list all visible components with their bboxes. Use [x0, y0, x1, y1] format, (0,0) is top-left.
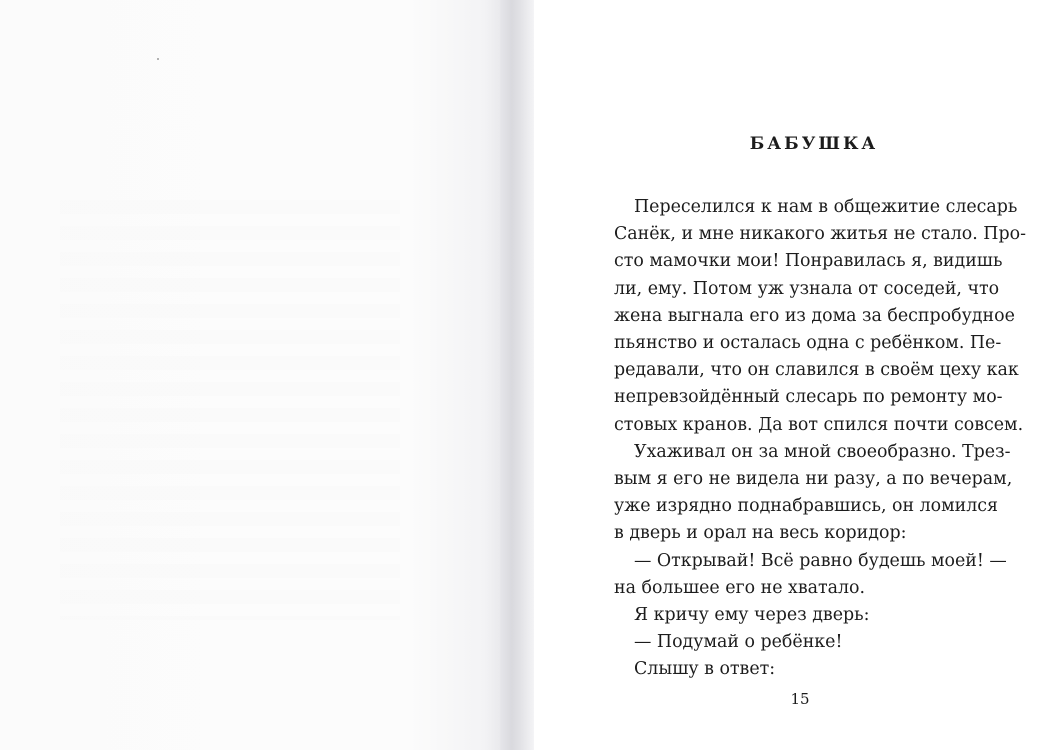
show-through-text	[60, 200, 400, 620]
text-line: — Открывай! Всё равно будешь моей! —	[634, 550, 1007, 571]
text-line: пьянство и осталась одна с ребёнком. Пе-	[614, 333, 1002, 354]
text-line: Ухаживал он за мной своеобразно. Трез-	[634, 441, 1011, 462]
text-line: вым я его не видела ни разу, а по вечерам,	[614, 469, 1013, 490]
text-line: редавали, что он славился в своём цеху как	[614, 360, 1019, 381]
paragraph-2	[614, 439, 1013, 548]
chapter-title: БАБУШКА	[749, 134, 879, 154]
paragraph-3	[614, 548, 1007, 602]
book-gutter	[500, 0, 534, 750]
text-line: ли, ему. Потом уж узнала от соседей, что	[614, 278, 1000, 299]
left-page	[0, 0, 510, 750]
text-line: на большее его не хватало.	[614, 577, 866, 598]
text-line: Переселился к нам в общежитие слесарь	[634, 197, 1018, 217]
paragraph-6	[614, 656, 994, 683]
text-line: в дверь и орал на весь коридор:	[614, 523, 907, 544]
paper-speck	[157, 58, 159, 60]
text-line: — Подумай о ребёнке!	[634, 632, 843, 653]
text-line: Слышу в ответ:	[634, 659, 776, 680]
page-number: 15	[790, 690, 810, 708]
text-line: Санёк, и мне никакого житья не стало. Про-	[614, 224, 1026, 245]
text-line: непревзойдённый слесарь по ремонту мо-	[614, 387, 1003, 408]
text-line: уже изрядно поднабравшись, он ломился	[614, 496, 999, 517]
text-line: Я кричу ему через дверь:	[634, 605, 870, 626]
text-line: сто мамочки мои! Понравилась я, видишь	[614, 251, 1003, 272]
text-line: стовых кранов. Да вот спился почти совсем.	[614, 414, 1024, 435]
paragraph-4	[614, 602, 994, 629]
paragraph-1	[614, 194, 1026, 439]
text-column	[614, 130, 1026, 684]
text-line: жена выгнала его из дома за беспробудное	[614, 305, 1015, 326]
paragraph-5	[614, 629, 994, 656]
